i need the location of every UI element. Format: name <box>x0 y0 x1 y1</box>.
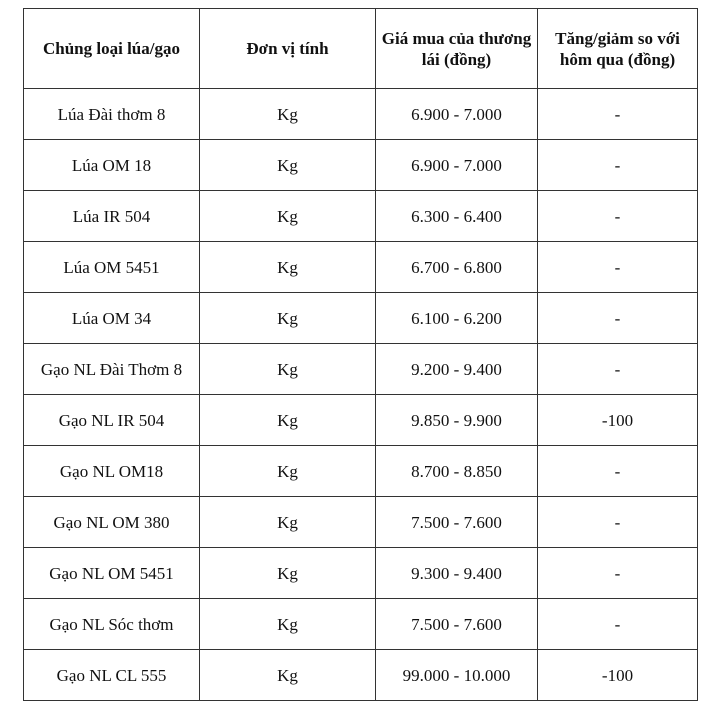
cell-rice-type: Gạo NL OM18 <box>24 446 200 497</box>
cell-rice-type: Gạo NL OM 5451 <box>24 548 200 599</box>
cell-unit: Kg <box>200 140 376 191</box>
cell-change: - <box>538 140 698 191</box>
cell-price: 8.700 - 8.850 <box>376 446 538 497</box>
table-row <box>24 650 698 701</box>
cell-unit: Kg <box>200 548 376 599</box>
table-row <box>24 293 698 344</box>
cell-change: -100 <box>538 395 698 446</box>
cell-price: 6.900 - 7.000 <box>376 89 538 140</box>
cell-rice-type: Gạo NL CL 555 <box>24 650 200 701</box>
table-row <box>24 446 698 497</box>
cell-rice-type: Gạo NL OM 380 <box>24 497 200 548</box>
table-row <box>24 89 698 140</box>
cell-unit: Kg <box>200 599 376 650</box>
header-change: Tăng/giảm so với hôm qua (đồng) <box>538 9 698 89</box>
cell-change: - <box>538 497 698 548</box>
cell-price: 6.700 - 6.800 <box>376 242 538 293</box>
cell-price: 9.200 - 9.400 <box>376 344 538 395</box>
cell-unit: Kg <box>200 446 376 497</box>
cell-price: 7.500 - 7.600 <box>376 599 538 650</box>
table-row <box>24 242 698 293</box>
cell-price: 99.000 - 10.000 <box>376 650 538 701</box>
cell-unit: Kg <box>200 650 376 701</box>
cell-change: - <box>538 599 698 650</box>
cell-price: 6.900 - 7.000 <box>376 140 538 191</box>
header-unit: Đơn vị tính <box>200 9 376 89</box>
cell-change: - <box>538 242 698 293</box>
cell-unit: Kg <box>200 395 376 446</box>
table-header-row <box>24 9 698 89</box>
cell-rice-type: Lúa OM 5451 <box>24 242 200 293</box>
rice-price-table <box>23 8 698 701</box>
cell-rice-type: Gạo NL IR 504 <box>24 395 200 446</box>
cell-unit: Kg <box>200 293 376 344</box>
cell-rice-type: Lúa IR 504 <box>24 191 200 242</box>
cell-rice-type: Lúa OM 18 <box>24 140 200 191</box>
cell-price: 6.300 - 6.400 <box>376 191 538 242</box>
cell-unit: Kg <box>200 497 376 548</box>
cell-change: - <box>538 89 698 140</box>
cell-unit: Kg <box>200 344 376 395</box>
header-rice-type: Chủng loại lúa/gạo <box>24 9 200 89</box>
cell-rice-type: Gạo NL Sóc thơm <box>24 599 200 650</box>
table-row <box>24 599 698 650</box>
cell-rice-type: Lúa OM 34 <box>24 293 200 344</box>
table-row <box>24 140 698 191</box>
table-body <box>24 89 698 701</box>
cell-price: 9.850 - 9.900 <box>376 395 538 446</box>
cell-price: 9.300 - 9.400 <box>376 548 538 599</box>
cell-price: 6.100 - 6.200 <box>376 293 538 344</box>
table-row <box>24 548 698 599</box>
cell-rice-type: Lúa Đài thơm 8 <box>24 89 200 140</box>
cell-change: - <box>538 446 698 497</box>
table-row <box>24 191 698 242</box>
cell-change: - <box>538 191 698 242</box>
cell-rice-type: Gạo NL Đài Thơm 8 <box>24 344 200 395</box>
cell-price: 7.500 - 7.600 <box>376 497 538 548</box>
cell-unit: Kg <box>200 89 376 140</box>
cell-change: -100 <box>538 650 698 701</box>
header-trader-price: Giá mua của thương lái (đồng) <box>376 9 538 89</box>
cell-unit: Kg <box>200 191 376 242</box>
cell-unit: Kg <box>200 242 376 293</box>
cell-change: - <box>538 344 698 395</box>
table-row <box>24 497 698 548</box>
table-row <box>24 395 698 446</box>
cell-change: - <box>538 293 698 344</box>
table-row <box>24 344 698 395</box>
cell-change: - <box>538 548 698 599</box>
